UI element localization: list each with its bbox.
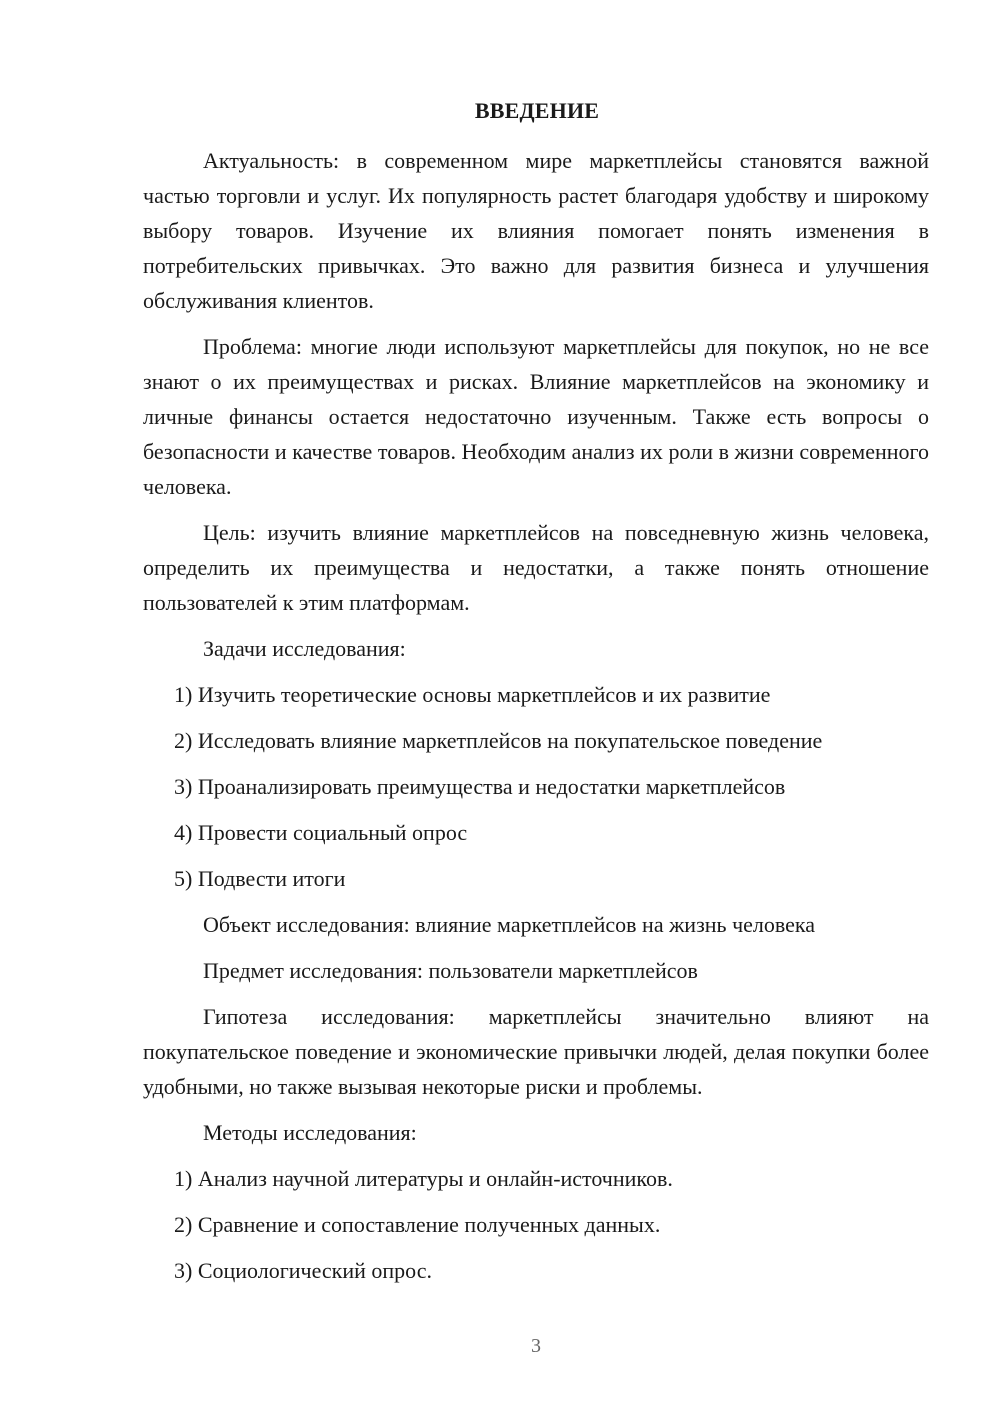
relevance-paragraph: Актуальность: в современном мире маркетплейсы становятся важной частью торговли и услуг. Их популярность растет благодаря удобству и широкому выбору товаров. Изучение их влияния помогает понять изменения в потребительских привычках. Это важно для развития бизнеса и улучшения обслуживания клиентов. [143, 148, 929, 313]
task-item: 5) Подвести итоги [174, 866, 346, 891]
page-number: 3 [531, 1335, 541, 1357]
document-body [143, 143, 929, 1299]
hypothesis-paragraph: Гипотеза исследования: маркетплейсы значительно влияют на покупательское поведение и экономические привычки людей, делая покупки более удобными, но также вызывая некоторые риски и проблемы. [143, 1004, 929, 1099]
method-item: 1) Анализ научной литературы и онлайн-источников. [174, 1166, 673, 1191]
task-item: 1) Изучить теоретические основы маркетплейсов и их развитие [174, 682, 771, 707]
section-heading: ВВЕДЕНИЕ [474, 98, 600, 123]
problem-paragraph: Проблема: многие люди используют маркетплейсы для покупок, но не все знают о их преимуществах и рисках. Влияние маркетплейсов на экономику и личные финансы остается недостаточно изученным. Также есть вопросы о безопасности и качестве товаров. Необходим анализ их роли в жизни современного человека. [143, 334, 929, 499]
subject-line: Предмет исследования: пользователи маркетплейсов [203, 958, 698, 983]
tasks-label: Задачи исследования: [203, 636, 406, 661]
method-item: 2) Сравнение и сопоставление полученных данных. [174, 1212, 661, 1237]
goal-paragraph: Цель: изучить влияние маркетплейсов на повседневную жизнь человека, определить их преимущества и недостатки, а также понять отношение пользователей к этим платформам. [143, 520, 929, 615]
method-item: 3) Социологический опрос. [174, 1258, 432, 1283]
task-item: 4) Провести социальный опрос [174, 820, 468, 845]
task-item: 2) Исследовать влияние маркетплейсов на покупательское поведение [174, 728, 823, 753]
methods-label: Методы исследования: [203, 1120, 417, 1145]
object-line: Объект исследования: влияние маркетплейсов на жизнь человека [203, 912, 816, 937]
task-item: 3) Проанализировать преимущества и недостатки маркетплейсов [174, 774, 786, 799]
